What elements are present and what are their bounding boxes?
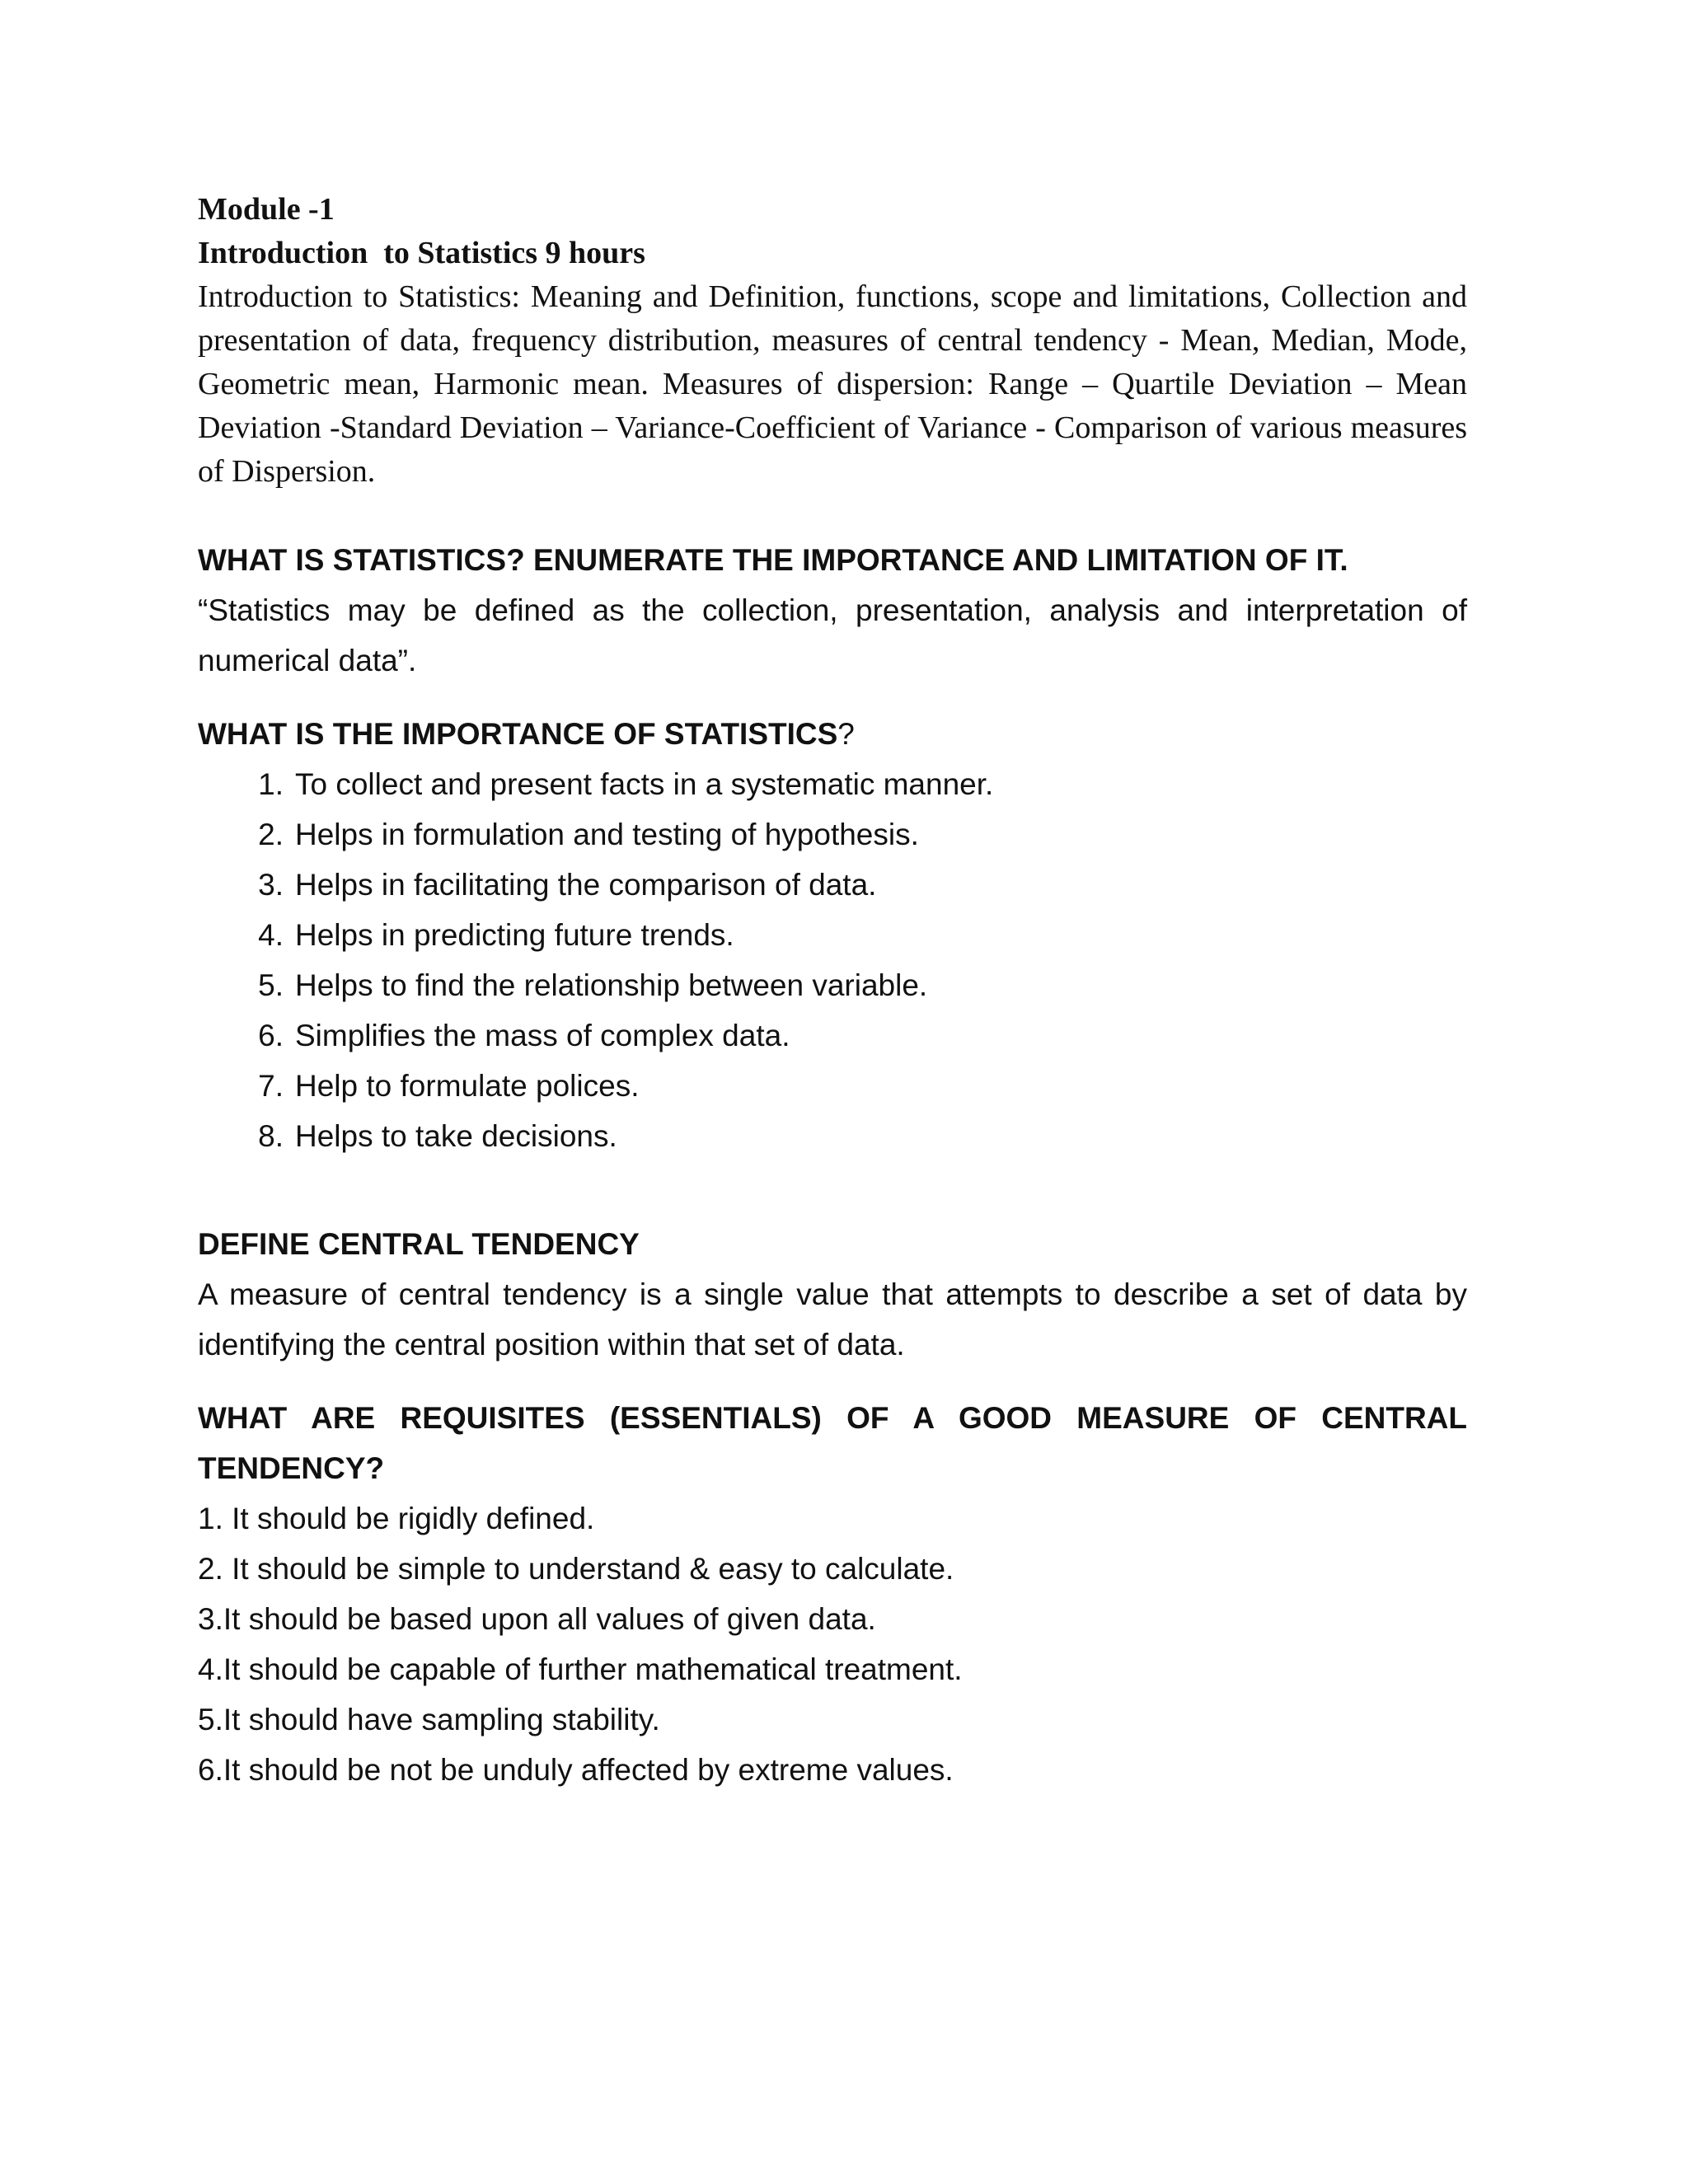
heading-central-tendency: DEFINE CENTRAL TENDENCY	[198, 1227, 640, 1261]
list-number: 8.	[258, 1119, 284, 1153]
syllabus-paragraph: Introduction to Statistics: Meaning and Definition, functions, scope and limitations, Collection and presentation of data, frequency distribution, measures of central tendency - Mean, Median, Mode, Geometric mean, Harmonic mean. Measures of dispersion: Range – Quartile Deviation – Mean Deviation -Standard Deviation – Variance-Coefficient of Variance - Comparison of various measures of Dispersion.	[198, 279, 1467, 489]
list-item: 3.It should be based upon all values of given data.	[198, 1602, 876, 1636]
list-text: Simplifies the mass of complex data.	[295, 1019, 790, 1052]
list-item: 6.It should be not be unduly affected by extreme values.	[198, 1753, 954, 1787]
list-item	[198, 809, 1467, 860]
list-number: 6.	[258, 1019, 284, 1052]
list-text: Help to formulate polices.	[295, 1069, 640, 1103]
list-item: 5.It should have sampling stability.	[198, 1703, 660, 1736]
module-title: Module -1	[198, 192, 335, 227]
list-text: Helps in formulation and testing of hypothesis.	[295, 818, 919, 851]
list-item	[198, 960, 1467, 1010]
document-page	[198, 188, 1467, 1795]
importance-list	[198, 759, 1467, 1161]
list-text: Helps in facilitating the comparison of data.	[295, 868, 877, 902]
list-text: Helps to find the relationship between variable.	[295, 968, 928, 1002]
list-item: 2. It should be simple to understand & easy to calculate.	[198, 1552, 954, 1586]
statistics-definition: “Statistics may be defined as the collection, presentation, analysis and interpretation of numerical data”.	[198, 593, 1467, 677]
requisites-list	[198, 1493, 1467, 1795]
module-subtitle: Introduction to Statistics 9 hours	[198, 236, 645, 270]
list-item: 1. It should be rigidly defined.	[198, 1502, 595, 1535]
list-number: 4.	[258, 918, 284, 952]
heading-requisites: WHAT ARE REQUISITES (ESSENTIALS) OF A GOOD MEASURE OF CENTRAL TENDENCY?	[198, 1401, 1467, 1485]
list-number: 2.	[258, 818, 284, 851]
list-item	[198, 860, 1467, 910]
list-number: 7.	[258, 1069, 284, 1103]
list-number: 5.	[258, 968, 284, 1002]
list-text: Helps to take decisions.	[295, 1119, 617, 1153]
list-number: 3.	[258, 868, 284, 902]
list-item	[198, 759, 1467, 809]
heading-what-is-statistics: WHAT IS STATISTICS? ENUMERATE THE IMPORTANCE AND LIMITATION OF IT.	[198, 543, 1348, 577]
list-item: 4.It should be capable of further mathematical treatment.	[198, 1652, 963, 1686]
heading-importance	[198, 709, 1467, 759]
heading-importance-text: WHAT IS THE IMPORTANCE OF STATISTICS	[198, 717, 838, 751]
list-item	[198, 910, 1467, 960]
list-item	[198, 1061, 1467, 1111]
list-item	[198, 1010, 1467, 1061]
list-number: 1.	[258, 767, 284, 801]
list-text: To collect and present facts in a systematic manner.	[295, 767, 994, 801]
central-tendency-definition: A measure of central tendency is a single value that attempts to describe a set of data by identifying the central position within that set of data.	[198, 1277, 1467, 1361]
list-item	[198, 1111, 1467, 1161]
heading-importance-suffix: ?	[837, 717, 855, 751]
list-text: Helps in predicting future trends.	[295, 918, 734, 952]
